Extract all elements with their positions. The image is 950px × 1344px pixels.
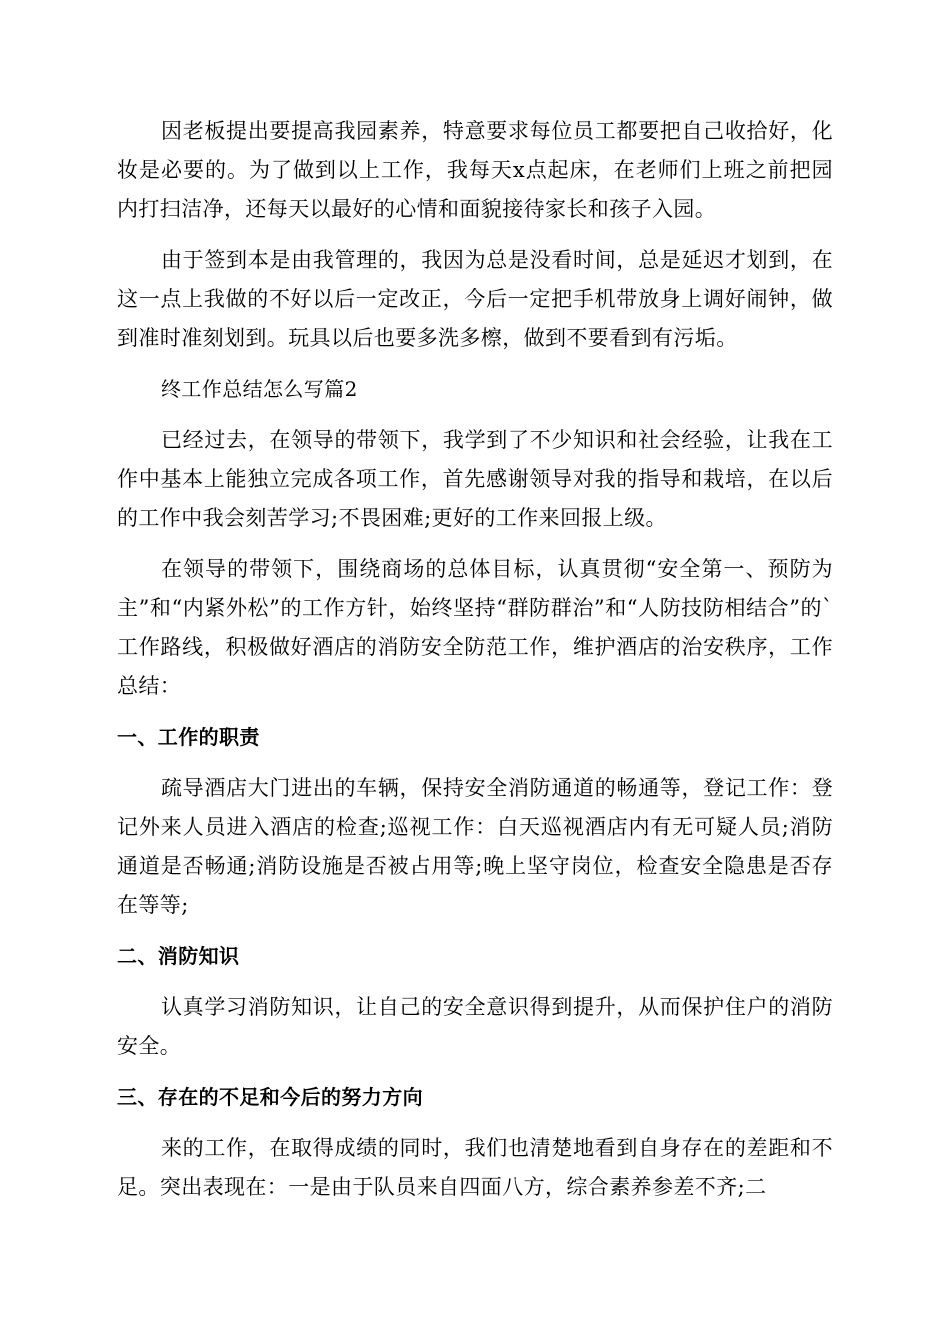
paragraph-7: 来的工作，在取得成绩的同时，我们也清楚地看到自身存在的差距和不足。突出表现在：一是由于队员来自四面八方，综合素养参差不齐;二 [117,1136,833,1199]
paragraph-4: 在领导的带领下，围绕商场的总体目标，认真贯彻“安全第一、预防为主”和“内紧外松”的工作方针，始终坚持“群防群治”和“人防技防相结合”的`工作路线，积极做好酒店的消防安全防范工作，维护酒店的治安秩序，工作总结： [117,557,833,698]
spacer [117,538,833,550]
spacer [117,1066,833,1078]
paragraph-3: 已经过去，在领导的带领下，我学到了不少知识和社会经验，让我在工作中基本上能独立完成各项工作，首先感谢领导对我的指导和栽培，在以后的工作中我会刻苦学习;不畏困难;更好的工作来回报上级。 [117,428,833,530]
spacer [117,229,833,241]
spacer [117,706,833,718]
heading-fire-knowledge: 二、消防知识 [117,944,240,968]
section-title: 终工作总结怎么写篇2 [161,377,358,401]
paragraph-6: 认真学习消防知识，让自己的安全意识得到提升，从而保护住户的消防安全。 [117,995,833,1058]
spacer [117,1117,833,1129]
spacer [117,358,833,370]
spacer [117,925,833,937]
paragraph-2: 由于签到本是由我管理的，我因为总是没看时间，总是延迟才划到，在这一点上我做的不好以后一定改正，今后一定把手机带放身上调好闹钟，做到准时准刻划到。玩具以后也要多洗多檫，做到不要看到有污垢。 [117,248,833,350]
spacer [117,757,833,769]
spacer [117,976,833,988]
heading-duties: 一、工作的职责 [117,725,260,749]
spacer [117,409,833,421]
paragraph-5: 疏导酒店大门进出的车辆，保持安全消防通道的畅通等，登记工作：登记外来人员进入酒店的检查;巡视工作：白天巡视酒店内有无可疑人员;消防通道是否畅通;消防设施是否被占用等;晚上坚守岗位，检查安全隐患是否存在等等; [117,776,833,917]
document-body [117,112,833,1207]
heading-shortcomings: 三、存在的不足和今后的努力方向 [117,1085,423,1109]
paragraph-1: 因老板提出要提高我园素养，特意要求每位员工都要把自己收拾好，化妆是必要的。为了做到以上工作，我每天x点起床，在老师们上班之前把园内打扫洁净，还每天以最好的心情和面貌接待家长和孩子入园。 [117,119,833,221]
